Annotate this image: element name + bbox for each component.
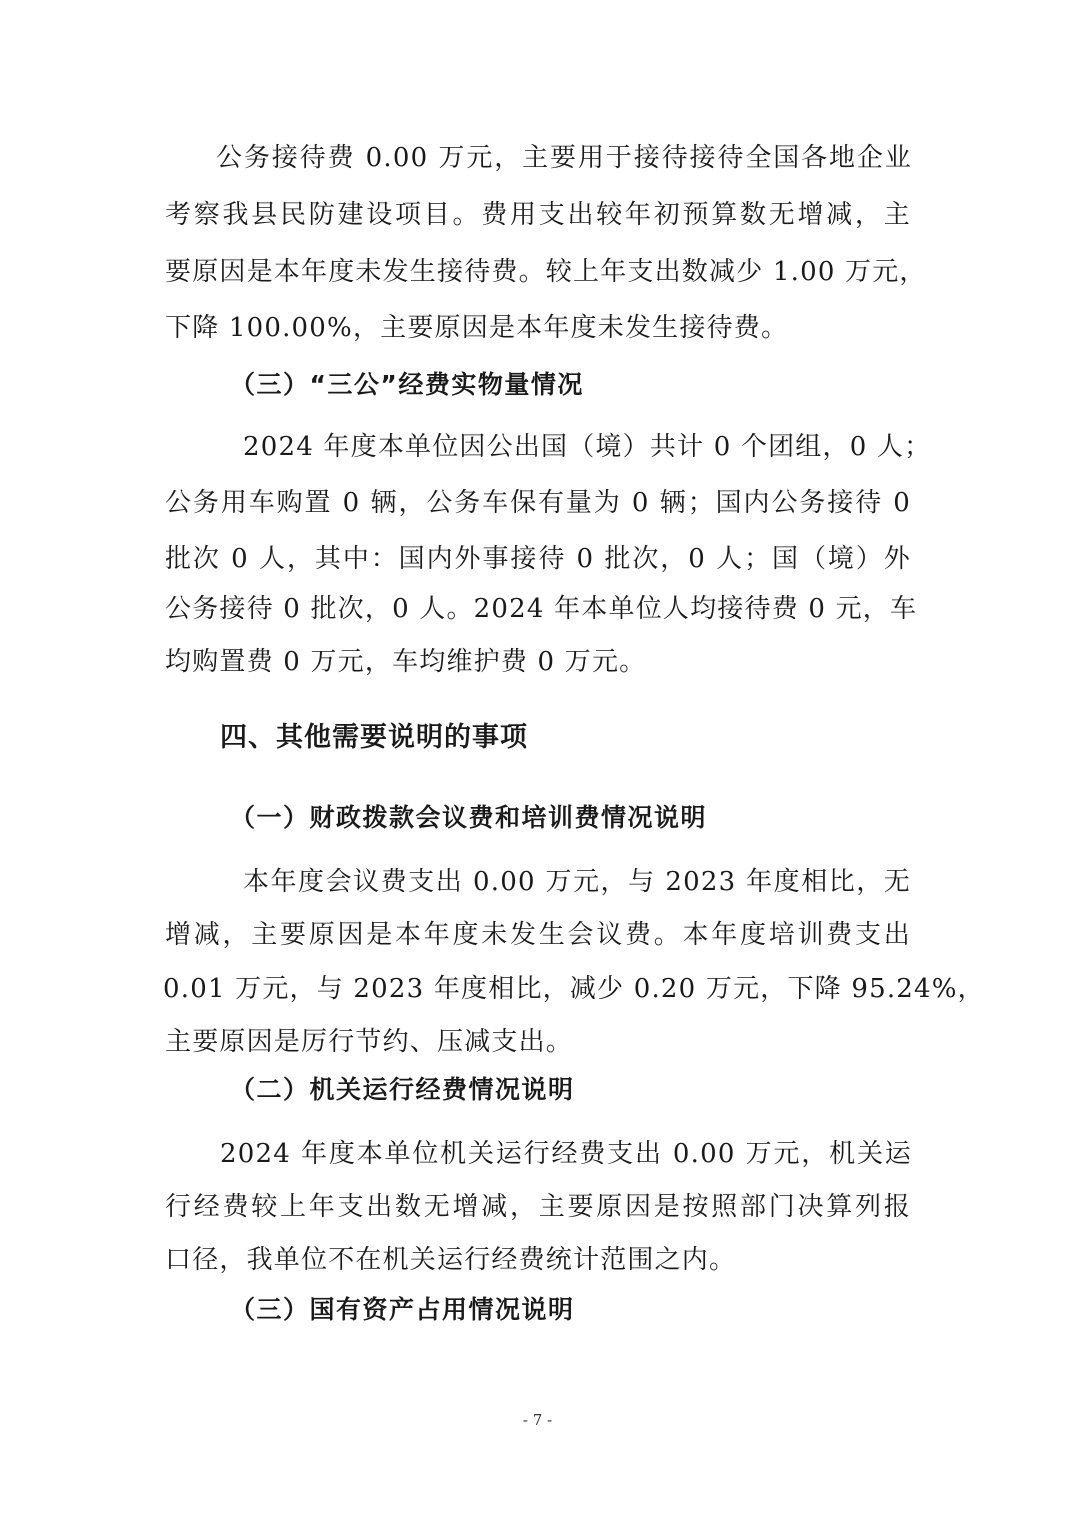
text-line: 2024 年度本单位因公出国（境）共计 0 个团组，0 人； (243, 432, 932, 462)
text-line: 0.01 万元，与 2023 年度相比，减少 0.20 万元，下降 95.24%， (163, 974, 985, 1004)
subheading-meeting-training: （一）财政拨款会议费和培训费情况说明 (230, 803, 708, 832)
text-line: 考察我县民防建设项目。费用支出较年初预算数无增减，主 (165, 200, 911, 230)
text-line: 口径，我单位不在机关运行经费统计范围之内。 (165, 1245, 737, 1275)
text-line: 主要原因是厉行节约、压减支出。 (165, 1027, 574, 1057)
subheading-state-assets: （三）国有资产占用情况说明 (230, 1295, 575, 1324)
page-number: - 7 - (522, 1411, 553, 1429)
text-line: 2024 年度本单位机关运行经费支出 0.00 万元，机关运 (220, 1139, 912, 1169)
subheading-physical-quantity: （三）“三公”经费实物量情况 (230, 370, 584, 399)
subheading-operation-expense: （二）机关运行经费情况说明 (230, 1075, 575, 1104)
text-line: 增减，主要原因是本年度未发生会议费。本年度培训费支出 (165, 920, 911, 950)
text-line: 公务接待 0 批次，0 人。2024 年本单位人均接待费 0 元，车 (165, 594, 918, 624)
text-line: 公务接待费 0.00 万元，主要用于接待接待全国各地企业 (216, 143, 912, 173)
text-line: 本年度会议费支出 0.00 万元，与 2023 年度相比，无 (243, 867, 911, 897)
text-line: 批次 0 人，其中：国内外事接待 0 批次，0 人；国（境）外 (165, 544, 911, 574)
text-line: 均购置费 0 万元，车均维护费 0 万元。 (165, 647, 647, 677)
text-line: 行经费较上年支出数无增减，主要原因是按照部门决算列报 (165, 1192, 911, 1222)
text-line: 要原因是本年度未发生接待费。较上年支出数减少 1.00 万元， (165, 257, 927, 287)
section-heading-other-matters: 四、其他需要说明的事项 (220, 722, 528, 753)
text-line: 公务用车购置 0 辆，公务车保有量为 0 辆；国内公务接待 0 (165, 488, 911, 518)
text-line: 下降 100.00%，主要原因是本年度未发生接待费。 (165, 313, 789, 343)
